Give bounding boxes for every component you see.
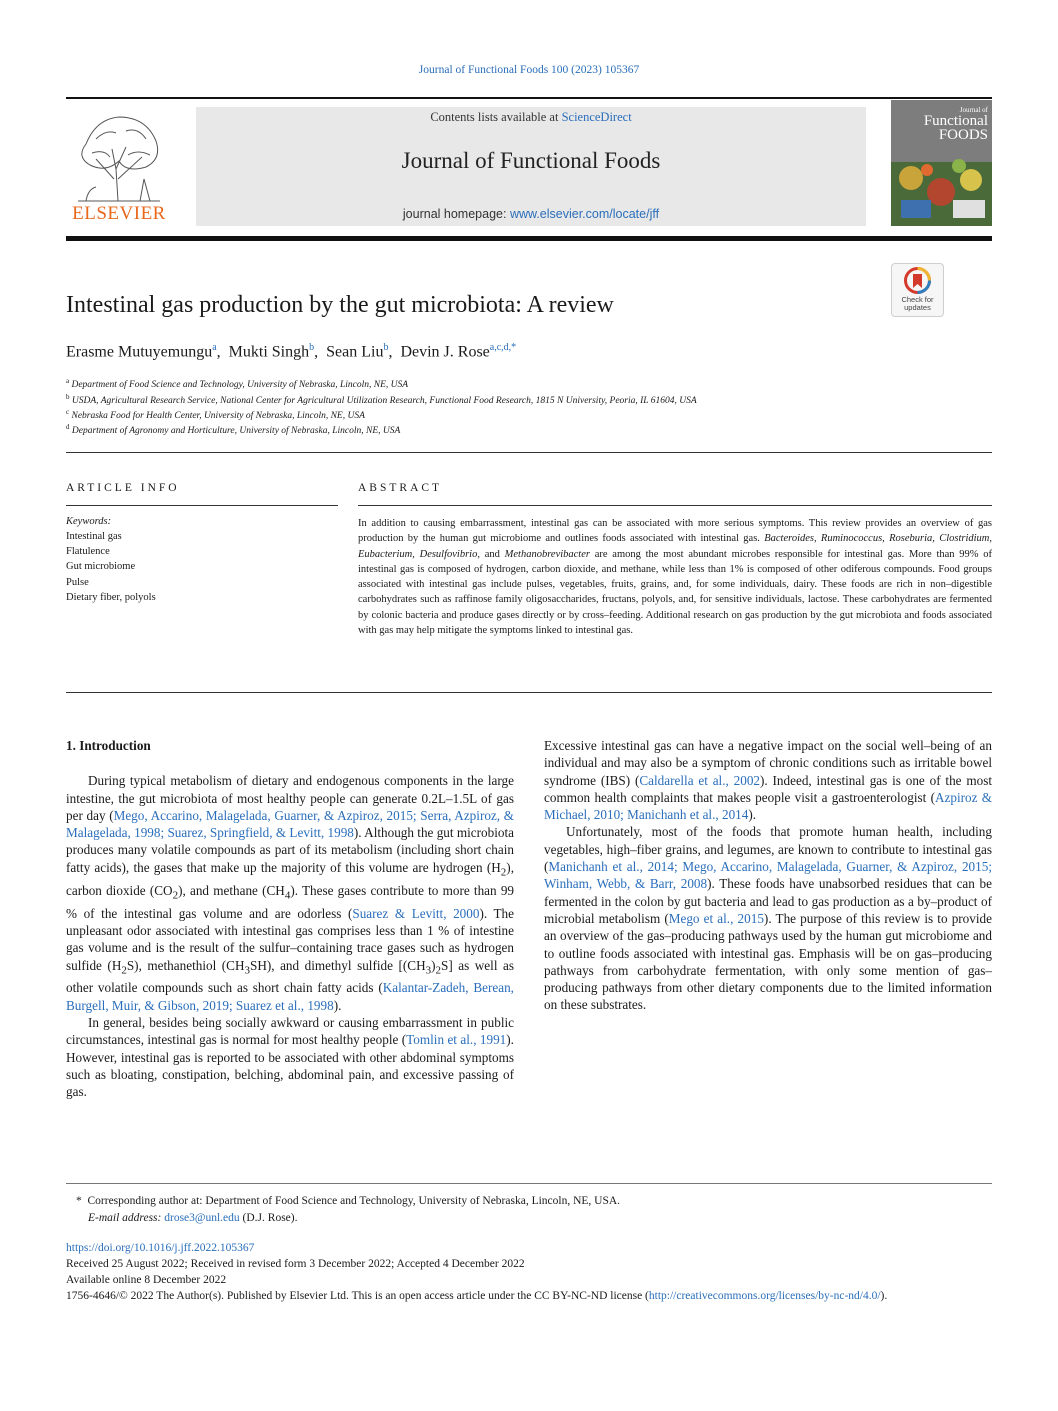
crossmark-label — [892, 296, 943, 312]
available-line: Available online 8 December 2022 — [66, 1274, 227, 1286]
license-text: 1756-4646/© 2022 The Author(s). Published by Elsevier Ltd. This is an open access article under the CC BY-NC-ND license ( — [66, 1290, 649, 1302]
header-rule-bottom — [66, 236, 992, 241]
sciencedirect-link[interactable]: ScienceDirect — [561, 110, 632, 124]
footnote-text: Corresponding author at: Department of Food Science and Technology, University of Nebraska, Lincoln, NE, USA. — [87, 1195, 621, 1207]
abstract-bottom-rule — [66, 692, 992, 693]
homepage-line — [196, 207, 866, 221]
article-info-heading: ARTICLE INFO — [66, 482, 180, 494]
corresponding-author-note — [76, 1193, 620, 1209]
affiliation-divider — [66, 452, 992, 453]
body-paragraph: Unfortunately, most of the foods that promote human health, including vegetables, high–fiber grains, and legumes, are known to contribute to intestinal gas (Manichanh et al., 2014; Mego, Accarino, Malagelada, Guarner, & Azpiroz, 2015; Winham, Webb, & Barr, 2008). These foods have unabsorbed residues that can be fermented in the colon by gut bacteria and lead to gas production as a by–product of microbial metabolism (Mego et al., 2015). The purpose of this review is to provide an overview of the gas–producing pathways used by the human gut microbiome and to outline foods associated with intestinal gas. Emphasis will be on gas–producing pathways from carbohydrate fermentation, with only some mention of gas–producing pathways from other dietary components due to the limited information on these substrates. — [544, 824, 992, 1013]
abstract-genera: Bacteroides, Ruminococcus, Roseburia, Clostridium, Eubacterium, Desulfovibrio, — [358, 533, 992, 560]
cover-title-line-2: Functional — [923, 113, 988, 129]
check-for-updates-badge[interactable] — [891, 263, 944, 317]
affiliation-marker: d — [66, 423, 70, 431]
body-column-left — [66, 737, 514, 1101]
author-list: Erasme Mutuyemungu$^a$, Mukti Singh$^b$, Sean Liu$^b$, Devin J. Rose$^{a,c,d,*}$ — [66, 342, 517, 361]
citation-link[interactable]: Tomlin et al., 1991 — [406, 1032, 507, 1048]
affiliation-text: Department of Food Science and Technology, University of Nebraska, Lincoln, NE, USA — [71, 380, 409, 391]
license-suffix: ). — [880, 1290, 888, 1302]
keyword-item: Intestinal gas — [66, 531, 122, 542]
body-paragraph: Excessive intestinal gas can have a negative impact on the social well–being of an individual and may also be a symptom of chronic conditions such as irritable bowel syndrome (IBS) (Caldarella et al., 2002). Indeed, intestinal gas is one of the most common health complaints that makes people visit a gastroenterologist (Azpiroz & Michael, 2010; Manichanh et al., 2014). — [544, 738, 992, 823]
header-rule-top — [66, 97, 992, 99]
citation-link[interactable]: Kalantar-Zadeh, Berean, Burgell, Muir, & Gibson, 2019; Suarez et al., 1998 — [66, 980, 514, 1013]
keyword-item: Pulse — [66, 577, 89, 588]
cover-title — [895, 106, 988, 142]
author-name[interactable]: Devin J. Rose — [400, 343, 490, 361]
elsevier-wordmark: ELSEVIER — [72, 203, 166, 224]
footnote-rule — [66, 1183, 992, 1184]
crossmark-line-2: updates — [904, 303, 931, 312]
cover-title-line-1: Journal of — [959, 106, 988, 114]
affiliation-text: Nebraska Food for Health Center, University of Nebraska, Lincoln, NE, USA — [71, 411, 365, 422]
crossmark-line-1: Check for — [901, 295, 934, 304]
article-title: Intestinal gas production by the gut microbiota: A review — [66, 292, 614, 318]
citation-link[interactable]: Azpiroz & Michael, 2010; Manichanh et al., 2014 — [544, 789, 992, 823]
abstract-sentence: In addition to causing embarrassment, intestinal gas can be associated with more serious symptoms. This review provides an overview of gas production by the human gut microbiome and outlines foods associated with intestinal gas. — [358, 518, 992, 545]
keyword-item: Dietary fiber, polyols — [66, 592, 156, 603]
keyword-item: Flatulence — [66, 546, 110, 557]
abstract-rule — [358, 505, 992, 506]
keyword-item: Gut microbiome — [66, 561, 136, 572]
affiliation — [66, 393, 697, 406]
affiliation — [66, 423, 400, 436]
journal-title: Journal of Functional Foods — [401, 148, 661, 173]
license-line — [66, 1289, 992, 1305]
affiliation — [66, 377, 408, 390]
email-note — [88, 1210, 298, 1226]
journal-reference[interactable]: Journal of Functional Foods 100 (2023) 105367 — [418, 64, 640, 76]
homepage-link[interactable]: www.elsevier.com/locate/jff — [509, 207, 660, 221]
citation-link[interactable]: Manichanh et al., 2014; Mego, Accarino, Malagelada, Guarner, & Azpiroz, 2015; Winham, Webb, & Barr, 2008 — [544, 859, 992, 892]
license-link[interactable]: http://creativecommons.org/licenses/by-nc-nd/4.0/ — [648, 1290, 881, 1302]
citation-link[interactable]: Suarez & Levitt, 2000 — [352, 905, 480, 921]
abstract-sentence: are among the most abundant microbes responsible for intestinal gas. More than 99% of intestinal gas is composed of hydrogen, carbon dioxide, and methane, while less than 1% is composed of other odiferous compounds. Food groups associated with intestinal gas include pulses, vegetables, fruits, grains, and, for some individuals, dairy. These foods are rich in non–digestible carbohydrates such as raffinose family oligosaccharides, fructans, polyols, and, for sensitive individuals, lactose. These carbohydrates are fermented by colonic bacteria and produce gases directly or by cross–feeding. Additional research on gas production by the gut microbiota and foods associated with gas may help mitigate the symptoms linked to intestinal gas. — [358, 548, 992, 637]
abstract-text — [358, 516, 992, 638]
email-suffix: (D.J. Rose). — [239, 1212, 298, 1224]
affiliation — [66, 408, 365, 421]
doi-line — [66, 1241, 254, 1257]
citation-link[interactable]: Mego, Accarino, Malagelada, Guarner, & Azpiroz, 2015; Serra, Azpiroz, & Malagelada, 1998; Suarez, Springfield, & Levitt, 1998 — [66, 807, 514, 841]
affiliation-marker: b — [66, 393, 70, 401]
author-affiliation-marker[interactable]: a,c,d,* — [489, 342, 517, 353]
citation-link[interactable]: Caldarella et al., 2002 — [639, 772, 761, 788]
received-line: Received 25 August 2022; Received in revised form 3 December 2022; Accepted 4 December 2022 — [66, 1258, 525, 1270]
email-link[interactable]: drose3@unl.edu — [164, 1212, 240, 1224]
body-column-right — [544, 737, 992, 1014]
abstract-conjunction: and — [479, 548, 505, 560]
doi-link[interactable]: https://doi.org/10.1016/j.jff.2022.105367 — [66, 1242, 255, 1254]
author-affiliation-marker[interactable]: b — [309, 342, 315, 353]
affiliation-text: Department of Agronomy and Horticulture, University of Nebraska, Lincoln, NE, USA — [71, 426, 401, 437]
affiliation-text: USDA, Agricultural Research Service, National Center for Agricultural Utilization Research, Functional Food Research, 1815 N University, Peoria, IL 61604, USA — [71, 396, 697, 407]
author-affiliation-marker[interactable]: b — [383, 342, 389, 353]
contents-prefix: Contents lists available at — [430, 110, 562, 124]
citation-link[interactable]: Mego et al., 2015 — [668, 910, 764, 926]
body-paragraph: During typical metabolism of dietary and endogenous components in the large intestine, the gut microbiota of most healthy people can generate 0.2L–1.5L of gas per day (Mego, Accarino, Malagelada, Guarner, & Azpiroz, 2015; Serra, Azpiroz, & Malagelada, 1998; Suarez, Springfield, & Levitt, 1998). Although the gut microbiota produces many volatile compounds as part of its metabolism (including short chain fatty acids), the gases that make up the majority of this volume are hydrogen $(H_2)$, carbon dioxide $(CO_2)$, and methane $(CH_4)$. These gases contribute to more than 99 % of the intestinal gas volume and are odorless (Suarez & Levitt, 2000). The unpleasant odor associated with intestinal gas comprises less than 1 % of intestine gas volume and is the result of the sulfur–containing trace gases such as hydrogen sulfide $(H_2S)$, methanethiol $(CH_3SH)$, and dimethyl sulfide $[(CH_3)_2S]$ as well as other volatile compounds such as short chain fatty acids (Kalantar-Zadeh, Berean, Burgell, Muir, & Gibson, 2019; Suarez et al., 1998). — [66, 773, 515, 1013]
affiliation-marker: c — [66, 408, 70, 416]
cover-title-line-3: FOODS — [938, 127, 988, 143]
footnote-marker: * — [76, 1195, 82, 1207]
contents-line — [196, 110, 866, 125]
abstract-genus: Methanobrevibacter — [504, 548, 590, 560]
section-heading: 1. Introduction — [66, 738, 151, 753]
affiliation-marker: a — [66, 377, 70, 385]
author-affiliation-marker[interactable]: a — [212, 342, 217, 353]
author-name[interactable]: Mukti Singh — [228, 343, 310, 361]
author-name[interactable]: Erasme Mutuyemungu — [66, 343, 213, 361]
abstract-heading: ABSTRACT — [358, 482, 443, 494]
article-info-rule — [66, 505, 338, 506]
author-name[interactable]: Sean Liu — [326, 343, 384, 361]
homepage-prefix: journal homepage: — [402, 207, 510, 221]
body-paragraph: In general, besides being socially awkward or causing embarrassment in public circumstances, intestinal gas is normal for most healthy people (Tomlin et al., 1991). However, intestinal gas is reported to be associated with other abdominal symptoms such as bloating, constipation, belching, abdominal pain, and excessive passing of gas. — [66, 1015, 514, 1100]
journal-cover-image — [891, 100, 992, 226]
keywords-label: Keywords: — [66, 516, 112, 527]
crossmark-icon — [904, 267, 931, 295]
email-label: E-mail address: — [88, 1212, 165, 1224]
